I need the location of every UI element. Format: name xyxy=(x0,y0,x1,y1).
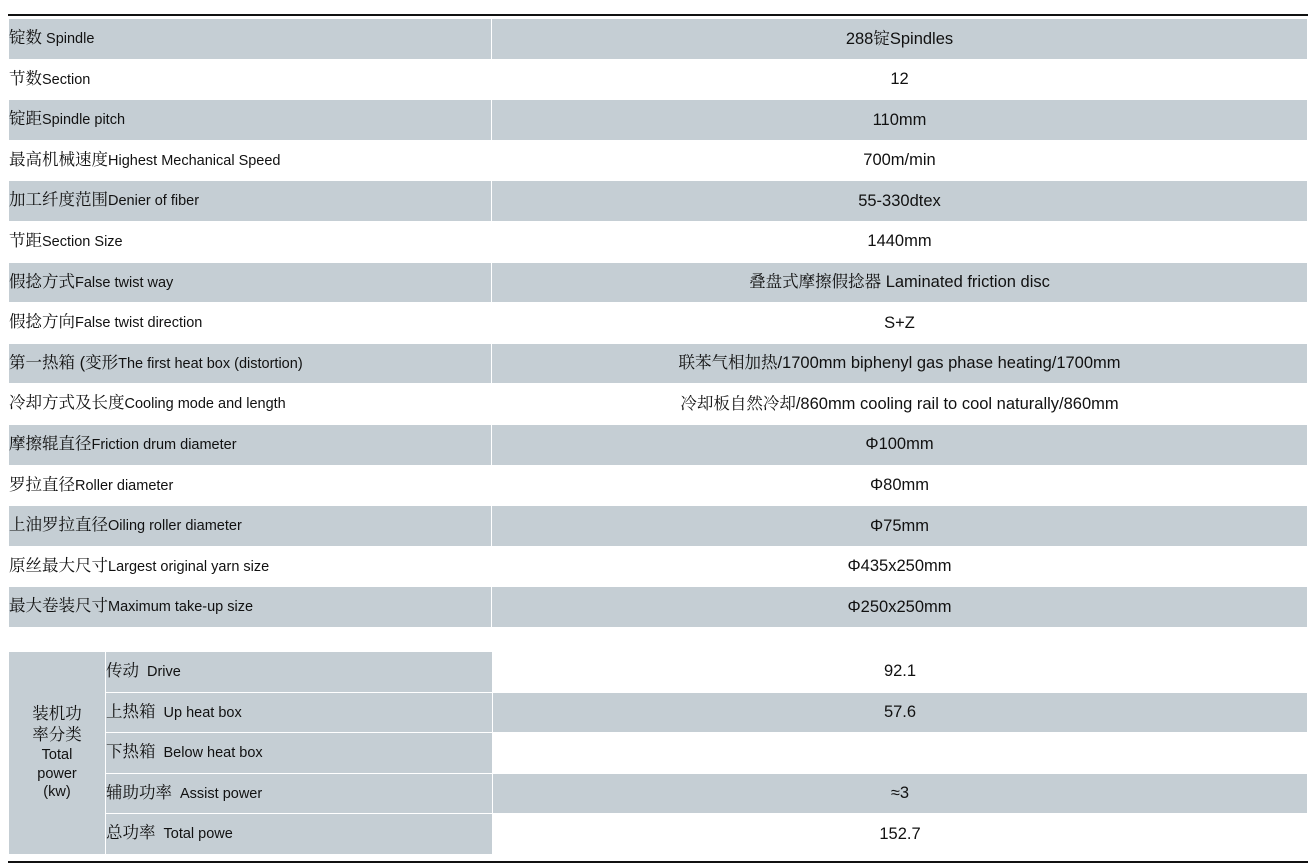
table-row xyxy=(9,221,1308,262)
row-label-en: Friction drum diameter xyxy=(91,436,237,453)
row-label-cell xyxy=(9,384,492,425)
power-value-cell: 152.7 xyxy=(493,814,1308,855)
row-label-cell xyxy=(9,424,492,465)
power-value-cell: ≈3 xyxy=(493,773,1308,814)
row-label-cell xyxy=(9,465,492,506)
table-row xyxy=(9,506,1308,547)
row-value-cell: 冷却板自然冷却/860mm cooling rail to cool naturally/860mm xyxy=(492,384,1308,425)
row-label-cn: 原丝最大尺寸 xyxy=(9,556,108,575)
power-label-cell xyxy=(106,773,493,814)
row-label-cell xyxy=(9,587,492,628)
table-row xyxy=(9,465,1308,506)
row-value-cell: 联苯气相加热/1700mm biphenyl gas phase heating/1700mm xyxy=(492,343,1308,384)
power-label-cell xyxy=(106,651,493,692)
power-label-en: Up heat box xyxy=(163,704,242,721)
row-value-cell: 12 xyxy=(492,59,1308,100)
row-label-cell xyxy=(9,303,492,344)
row-label-cell xyxy=(9,19,492,60)
power-label-cell xyxy=(106,692,493,733)
row-label-en: Spindle pitch xyxy=(42,112,126,129)
power-label-cell xyxy=(106,814,493,855)
row-label-cn: 假捻方式 xyxy=(9,272,75,291)
table-row xyxy=(9,651,1308,692)
row-value-cell: 288锭Spindles xyxy=(492,19,1308,60)
row-value-cell: S+Z xyxy=(492,303,1308,344)
row-value-cell: Φ75mm xyxy=(492,506,1308,547)
power-header-line: (kw) xyxy=(43,784,71,801)
row-value-cell: Φ80mm xyxy=(492,465,1308,506)
row-label-en: Spindle xyxy=(42,31,95,47)
row-label-cell xyxy=(9,59,492,100)
power-header-cell xyxy=(9,651,106,854)
row-label-en: Section Size xyxy=(42,233,123,250)
power-label-en: Below heat box xyxy=(163,745,263,762)
row-label-cn: 最高机械速度 xyxy=(9,150,108,169)
row-label-cell xyxy=(9,546,492,587)
table-row xyxy=(9,343,1308,384)
table-row xyxy=(9,303,1308,344)
row-label-cell xyxy=(9,181,492,222)
power-label-cn: 总功率 xyxy=(106,824,156,843)
power-header-line: Total xyxy=(41,747,73,764)
row-label-en: Roller diameter xyxy=(75,477,174,494)
table-row xyxy=(9,181,1308,222)
row-label-cell xyxy=(9,140,492,181)
row-value-cell: Φ250x250mm xyxy=(492,587,1308,628)
row-label-cn: 节数 xyxy=(9,69,42,88)
table-spacer-row xyxy=(9,627,1308,650)
power-label-cell xyxy=(106,733,493,774)
row-label-en: Highest Mechanical Speed xyxy=(108,152,281,169)
table-row xyxy=(9,140,1308,181)
row-value-cell: Φ435x250mm xyxy=(492,546,1308,587)
row-label-en: The first heat box (distortion) xyxy=(118,355,303,372)
power-header-line: 装机功 xyxy=(32,704,82,723)
power-label-en: Total powe xyxy=(163,826,233,843)
row-label-cn: 罗拉直径 xyxy=(9,475,75,494)
table-row xyxy=(9,546,1308,587)
row-label-cn: 加工纤度范围 xyxy=(9,191,108,210)
row-label-en: False twist way xyxy=(75,274,174,291)
power-value-cell: 92.1 xyxy=(493,651,1308,692)
row-value-cell: 55-330dtex xyxy=(492,181,1308,222)
power-value-cell: 57.6 xyxy=(493,692,1308,733)
bottom-divider xyxy=(8,861,1308,863)
power-label-cn: 上热箱 xyxy=(106,702,156,721)
table-row xyxy=(9,814,1308,855)
power-label-cn: 传动 xyxy=(106,661,139,680)
row-label-cn: 最大卷装尺寸 xyxy=(9,597,108,616)
table-spacer-left xyxy=(9,627,492,650)
row-label-cell xyxy=(9,343,492,384)
top-divider xyxy=(8,14,1308,16)
row-label-en: False twist direction xyxy=(75,315,203,332)
row-label-cn: 第一热箱 (变形 xyxy=(9,353,119,372)
row-label-cn: 冷却方式及长度 xyxy=(9,394,125,413)
power-header-line: power xyxy=(37,765,77,782)
specification-table xyxy=(8,18,1308,651)
row-label-en: Maximum take-up size xyxy=(108,599,254,616)
row-label-en: Section xyxy=(42,71,91,88)
table-row xyxy=(9,424,1308,465)
power-label-en: Drive xyxy=(147,663,181,680)
table-row xyxy=(9,100,1308,141)
row-label-cn: 节距 xyxy=(9,231,42,250)
table-row xyxy=(9,733,1308,774)
table-row xyxy=(9,587,1308,628)
table-spacer-right xyxy=(492,627,1308,650)
table-row xyxy=(9,692,1308,733)
row-value-cell: 700m/min xyxy=(492,140,1308,181)
power-table xyxy=(8,651,1308,855)
row-label-cn: 锭距 xyxy=(9,110,42,129)
row-value-cell: Φ100mm xyxy=(492,424,1308,465)
table-row xyxy=(9,59,1308,100)
table-row xyxy=(9,384,1308,425)
row-value-cell: 110mm xyxy=(492,100,1308,141)
power-label-cn: 下热箱 xyxy=(106,743,156,762)
row-label-cn: 摩擦辊直径 xyxy=(9,434,92,453)
row-label-en: Largest original yarn size xyxy=(108,558,270,575)
table-row xyxy=(9,773,1308,814)
power-label-en: Assist power xyxy=(180,785,263,802)
power-value-cell xyxy=(493,733,1308,774)
row-label-en: Oiling roller diameter xyxy=(108,518,242,535)
row-label-en: Denier of fiber xyxy=(108,193,200,210)
row-label-cn: 假捻方向 xyxy=(9,313,75,332)
row-label-cell xyxy=(9,221,492,262)
row-label-cn: 锭数 xyxy=(9,29,42,47)
specification-table-body xyxy=(9,19,1308,651)
power-table-body xyxy=(9,651,1308,854)
table-row xyxy=(9,19,1308,60)
row-label-cell xyxy=(9,100,492,141)
power-header-line: 率分类 xyxy=(32,726,82,745)
row-label-cell xyxy=(9,506,492,547)
row-value-cell: 1440mm xyxy=(492,221,1308,262)
table-row xyxy=(9,262,1308,303)
row-label-cn: 上油罗拉直径 xyxy=(9,516,108,535)
row-label-en: Cooling mode and length xyxy=(124,396,286,413)
row-label-cell xyxy=(9,262,492,303)
row-value-cell: 叠盘式摩擦假捻器 Laminated friction disc xyxy=(492,262,1308,303)
power-label-cn: 辅助功率 xyxy=(106,783,172,802)
